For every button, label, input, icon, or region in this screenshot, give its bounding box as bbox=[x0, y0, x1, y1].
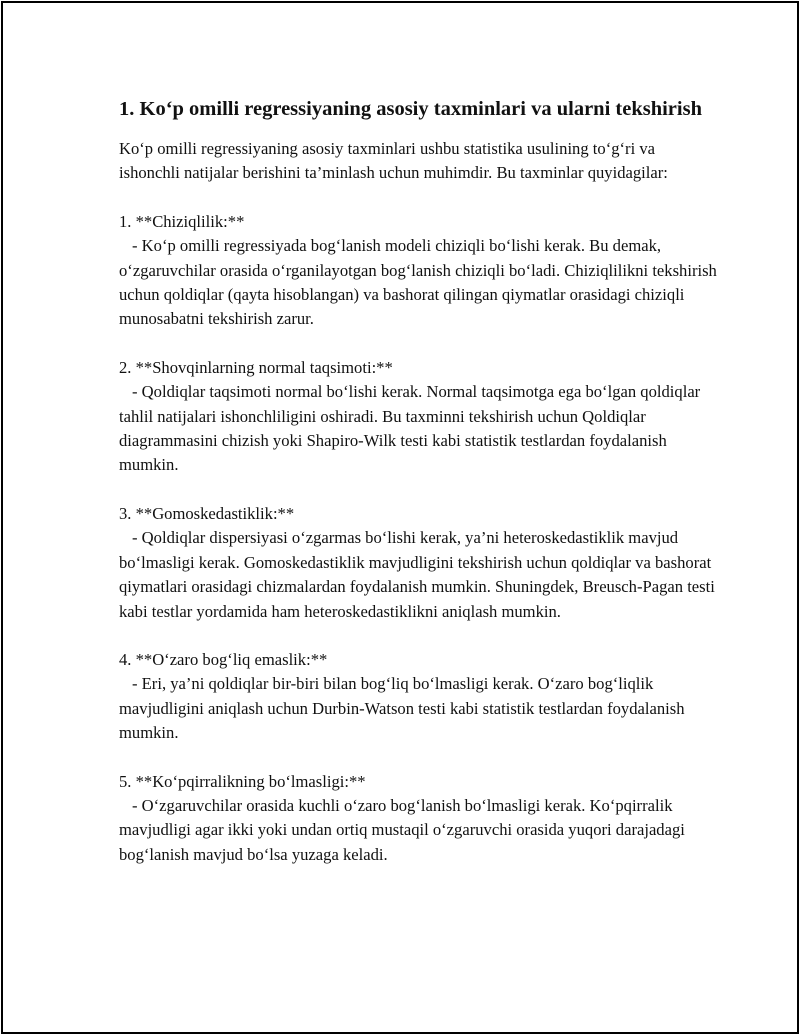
section-heading: 3. **Gomoskedastiklik:** bbox=[119, 503, 295, 523]
section-heading: 4. **O‘zaro bog‘liq emaslik:** bbox=[119, 649, 328, 669]
section-body-text: - Eri, ya’ni qoldiqlar bir-biri bilan bog‘liq bo‘lmasligi kerak. O‘zaro bog‘liqlik mavjudligini aniqlash uchun Durbin-Watson testi kabi statistik testlardan foydalanish mumkin. bbox=[119, 674, 685, 743]
section-linearity bbox=[119, 210, 719, 332]
section-body bbox=[119, 672, 719, 745]
section-independence bbox=[119, 648, 719, 746]
page-frame bbox=[1, 1, 799, 1034]
section-normality bbox=[119, 356, 719, 478]
section-body-text: - O‘zgaruvchilar orasida kuchli o‘zaro bog‘lanish bo‘lmasligi kerak. Ko‘pqirralik mavjudligi agar ikki yoki undan ortiq mustaqil o‘zgaruvchi orasida yuqori darajadagi bog‘lanish mavjud bo‘lsa yuzaga keladi. bbox=[119, 795, 685, 864]
section-body bbox=[119, 794, 719, 867]
section-homoscedasticity bbox=[119, 502, 719, 624]
section-body-text: - Qoldiqlar taqsimoti normal bo‘lishi kerak. Normal taqsimotga ega bo‘lgan qoldiqlar tahlil natijalari ishonchliligini oshiradi. Bu taxminni tekshirish uchun Qoldiqlar diagrammasini chizish yoki Shapiro-Wilk testi kabi statistik testlardan foydalanish mumkin. bbox=[119, 382, 701, 475]
document-content bbox=[119, 95, 719, 867]
section-body bbox=[119, 234, 719, 332]
document-title: 1. Ko‘p omilli regressiyaning asosiy taxminlari va ularni tekshirish bbox=[119, 98, 702, 120]
section-heading: 5. **Ko‘pqirralikning bo‘lmasligi:** bbox=[119, 771, 366, 791]
section-body-text: - Ko‘p omilli regressiyada bog‘lanish modeli chiziqli bo‘lishi kerak. Bu demak, o‘zgaruvchilar orasida o‘rganilayotgan bog‘lanish chiziqli bo‘ladi. Chiziqlilikni tekshirish uchun qoldiqlar (qayta hisoblangan) va bashorat qilingan qiymatlar orasidagi chiziqli munosabatni tekshirish zarur. bbox=[119, 236, 717, 329]
section-multicollinearity bbox=[119, 770, 719, 868]
section-heading: 1. **Chiziqlilik:** bbox=[119, 211, 245, 231]
intro-paragraph: Ko‘p omilli regressiyaning asosiy taxminlari ushbu statistika usulining to‘g‘ri va ishonchli natijalar berishini ta’minlash uchun muhimdir. Bu taxminlar quyidagilar: bbox=[119, 139, 668, 183]
section-heading: 2. **Shovqinlarning normal taqsimoti:** bbox=[119, 357, 393, 377]
section-body bbox=[119, 380, 719, 478]
section-body-text: - Qoldiqlar dispersiyasi o‘zgarmas bo‘lishi kerak, ya’ni heteroskedastiklik mavjud bo‘lmasligi kerak. Gomoskedastiklik mavjudligini tekshirish uchun qoldiqlar va bashorat qiymatlari orasidagi chizmalardan foydalanish mumkin. Shuningdek, Breusch-Pagan testi kabi testlar yordamida ham heteroskedastiklikni aniqlash mumkin. bbox=[119, 528, 715, 621]
section-body bbox=[119, 526, 719, 624]
